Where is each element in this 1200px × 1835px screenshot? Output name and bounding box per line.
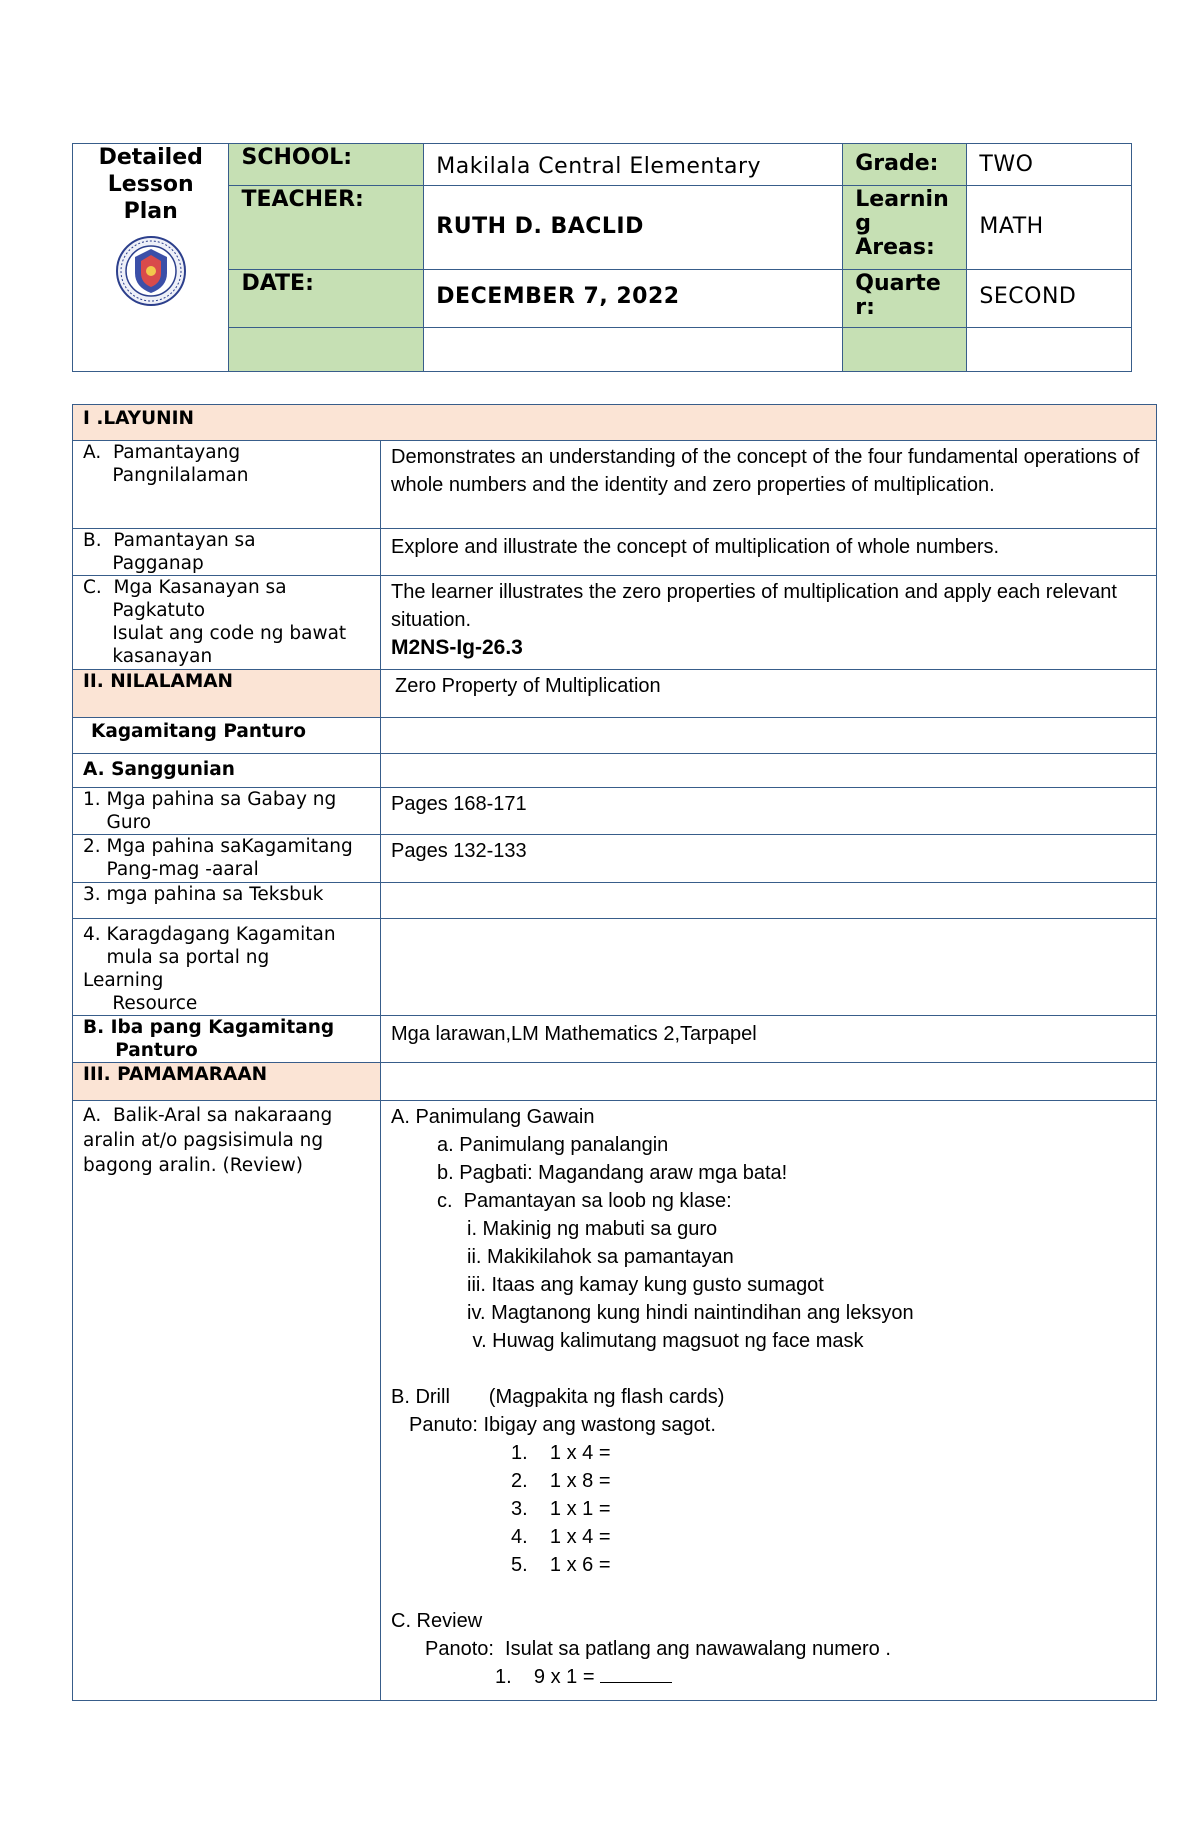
karagdagang-kagamitan-label: 4. Karagdagang Kagamitan mula sa portal ng Learning Resource [73,919,381,1016]
lesson-plan-table [72,404,1157,1701]
empty-cell [967,328,1132,372]
pamamaraan-content [381,1101,1157,1701]
drill-instruction: Panuto: Ibigay ang wastong sagot. [409,1414,716,1436]
answer-blank [600,1664,672,1683]
drill-item: 4. 1 x 4 = [511,1526,611,1548]
competency-code: M2NS-Ig-26.3 [391,636,523,659]
kagamitan-heading: Kagamitang Panturo [73,718,381,754]
learning-areas-value: MATH [967,186,1132,270]
empty-cell [381,718,1157,754]
balik-aral-label: A. Balik-Aral sa nakaraang aralin at/o pagsisimula ng bagong aralin. (Review) [73,1101,381,1701]
drill-title: B. Drill (Magpakita ng flash cards) [391,1386,725,1408]
drill-item: 2. 1 x 8 = [511,1470,611,1492]
school-label: SCHOOL: [229,144,424,186]
iba-pang-kagamitan-label: B. Iba pang Kagamitang Panturo [73,1016,381,1063]
review-instruction: Panoto: Isulat sa patlang ang nawawalang numero . [425,1638,891,1660]
empty-green-cell [229,328,424,372]
layunin-c-value: The learner illustrates the zero properties of multiplication and apply each relevant situation. M2NS-Ig-26.3 [381,576,1157,670]
gabay-guro-label: 1. Mga pahina sa Gabay ng Guro [73,788,381,835]
empty-green-cell [843,328,967,372]
drill-item: 5. 1 x 6 = [511,1554,611,1576]
teacher-label: TEACHER: [229,186,424,270]
quarter-label: Quarte r: [843,270,967,328]
header-table [72,143,1132,372]
kagamitang-pang-mag-aaral-value: Pages 132-133 [381,835,1157,883]
panimula-item: b. Pagbati: Magandang araw mga bata! [437,1162,788,1184]
rule-item: v. Huwag kalimutang magsuot ng face mask [467,1330,864,1352]
review-item: 1. 9 x 1 = [391,1663,1148,1691]
layunin-b-value: Explore and illustrate the concept of multiplication of whole numbers. [381,529,1157,576]
panimulang-gawain-title: A. Panimulang Gawain [391,1106,595,1128]
panimula-item: c. Pamantayan sa loob ng klase: [437,1190,732,1212]
rule-item: i. Makinig ng mabuti sa guro [467,1218,718,1240]
quarter-value: SECOND [967,270,1132,328]
gabay-guro-value: Pages 168-171 [381,788,1157,835]
date-value: DECEMBER 7, 2022 [424,270,843,328]
teacher-value: RUTH D. BACLID [424,186,843,270]
empty-cell [424,328,843,372]
school-value: Makilala Central Elementary [424,144,843,186]
drill-item: 3. 1 x 1 = [511,1498,611,1520]
rule-item: ii. Makikilahok sa pamantayan [467,1246,734,1268]
dlp-title: Detailed Lesson Plan [98,145,203,224]
teksbuk-label: 3. mga pahina sa Teksbuk [73,883,381,919]
grade-label: Grade: [843,144,967,186]
panimula-item: a. Panimulang panalangin [437,1134,669,1156]
rule-item: iii. Itaas ang kamay kung gusto sumagot [467,1274,824,1296]
nilalaman-heading: II. NILALAMAN [73,670,381,718]
date-label: DATE: [229,270,424,328]
layunin-a-value: Demonstrates an understanding of the concept of the four fundamental operations of whole numbers and the identity and zero properties of multiplication. [381,441,1157,529]
rule-item: iv. Magtanong kung hindi naintindihan ang leksyon [467,1302,914,1324]
layunin-heading: I .LAYUNIN [73,405,1157,441]
dlp-title-cell [73,144,229,372]
drill-item: 1. 1 x 4 = [511,1442,611,1464]
empty-cell [381,883,1157,919]
layunin-b-label: B. Pamantayan sa Pagganap [73,529,381,576]
kagamitang-pang-mag-aaral-label: 2. Mga pahina saKagamitang Pang-mag -aaral [73,835,381,883]
empty-cell [381,1063,1157,1101]
iba-pang-kagamitan-value: Mga larawan,LM Mathematics 2,Tarpapel [381,1016,1157,1063]
deped-seal-logo [115,235,187,307]
learning-areas-label: Learnin g Areas: [843,186,967,270]
layunin-a-label: A. Pamantayang Pangnilalaman [73,441,381,529]
layunin-c-label: C. Mga Kasanayan sa Pagkatuto Isulat ang code ng bawat kasanayan [73,576,381,670]
empty-cell [381,919,1157,1016]
empty-cell [381,754,1157,788]
pamamaraan-heading: III. PAMAMARAAN [73,1063,381,1101]
grade-value: TWO [967,144,1132,186]
sanggunian-label: A. Sanggunian [73,754,381,788]
review-title: C. Review [391,1610,483,1632]
nilalaman-value: Zero Property of Multiplication [381,670,1157,718]
